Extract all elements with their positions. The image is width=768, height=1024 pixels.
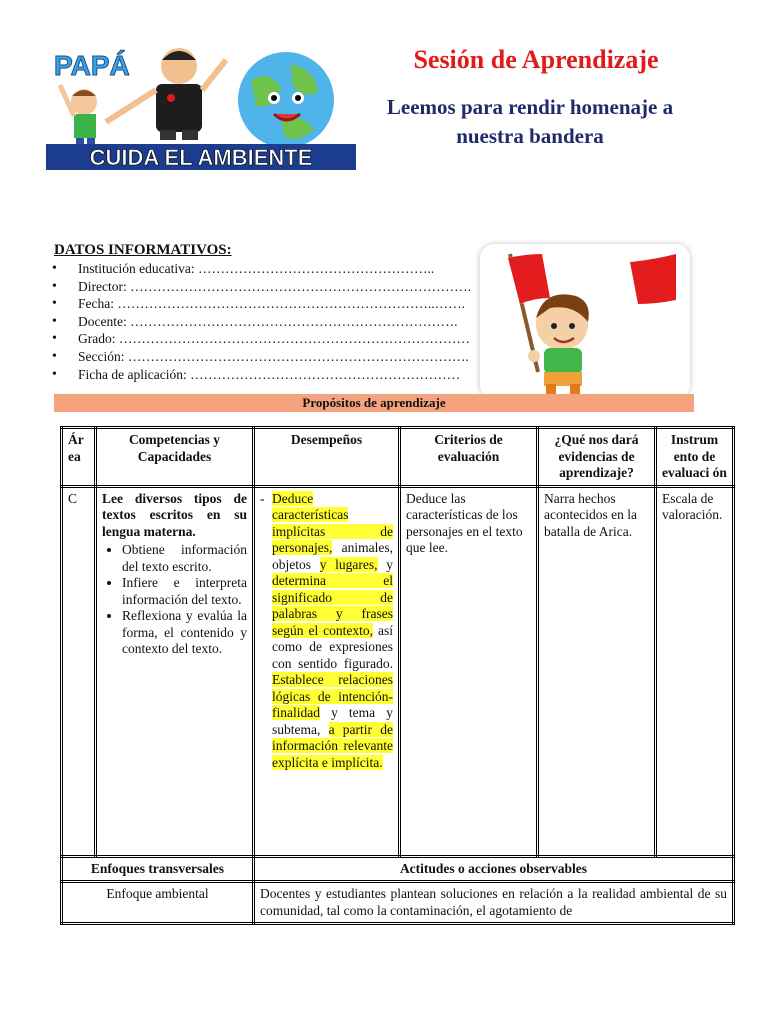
competencias-cell <box>96 486 254 856</box>
desempeno-text <box>272 491 393 772</box>
capacidad-item: • Obtiene información del texto escrito. <box>122 542 247 575</box>
highlight-text: Establece relaciones lógicas de intención-finalidad <box>272 672 393 720</box>
highlight-text: a partir de información relevante explícita e implícita. <box>272 721 393 770</box>
competencia-text: Lee diversos tipos de textos escritos en su lengua materna. <box>102 490 247 539</box>
desempeno-block <box>260 491 393 772</box>
highlight-text: determina el significado de palabras y frases según el contexto, <box>272 573 393 638</box>
desempenos-cell <box>254 486 400 856</box>
plain-text: así como de expresiones con sentido figurado. <box>272 622 393 671</box>
page-title: Sesión de Aprendizaje <box>413 45 659 74</box>
evidencias-cell: Narra hechos acontecidos en la batalla de Arica. <box>538 486 656 856</box>
session-table <box>60 426 735 925</box>
datos-informativos-title: DATOS INFORMATIVOS: <box>54 242 232 258</box>
capacidad-item: • Reflexiona y evalúa la forma, el contenido y contexto del texto. <box>122 608 247 658</box>
area-cell: C <box>62 486 96 856</box>
header-competencias: Competencias y Capacidades <box>96 428 254 487</box>
header-instrumento: Instrum ento de evaluaci ón <box>656 428 734 487</box>
plain-text: y tema y subtema, <box>272 705 393 737</box>
enfoque-row <box>62 882 734 924</box>
datos-informativos-list <box>52 260 482 383</box>
header-desempenos: Desempeños <box>254 428 400 487</box>
page-subtitle <box>350 93 710 151</box>
plain-text: animales, objetos <box>272 540 393 572</box>
datos-item-ficha: • Ficha de aplicación: …………………………………………………… <box>52 366 482 384</box>
capacidad-item: • Infiere e interpreta información del texto. <box>122 575 247 608</box>
capacidades-list <box>102 542 247 658</box>
datos-item-institucion: • Institución educativa: …………………………………………….. <box>52 260 482 278</box>
logo-top-text: PAPÁ <box>54 50 130 81</box>
table-row <box>62 486 734 856</box>
enfoques-header-row <box>62 856 734 882</box>
propositos-band: Propósitos de aprendizaje <box>54 394 694 412</box>
datos-item-grado: • Grado: …………………………………………………………………… <box>52 330 482 348</box>
logo-bottom-text: CUIDA EL AMBIENTE <box>89 145 313 170</box>
boy-with-flag-image <box>480 244 690 399</box>
instrumento-cell: Escala de valoración. <box>656 486 734 856</box>
header-criterios: Criterios de evaluación <box>400 428 538 487</box>
header-area: Ár ea <box>62 428 96 487</box>
desempeno-dash: - <box>260 490 265 506</box>
datos-item-fecha: • Fecha: ……………………………………………………………..……. <box>52 295 482 313</box>
table-header-row <box>62 428 734 487</box>
datos-item-docente: • Docente: ………………………………………………………………. <box>52 313 482 331</box>
datos-item-director: • Director: …………………………………………………………………. <box>52 278 482 296</box>
header-evidencias: ¿Qué nos dará evidencias de aprendizaje? <box>538 428 656 487</box>
highlight-text: y lugares, <box>319 556 378 572</box>
actitudes-header: Actitudes o acciones observables <box>254 856 734 882</box>
plain-text: y <box>377 556 394 572</box>
enfoques-header: Enfoques transversales <box>62 856 254 882</box>
subtitle-line-2: nuestra bandera <box>456 124 604 148</box>
subtitle-line-1: Leemos para rendir homenaje a <box>386 95 674 119</box>
datos-item-seccion: • Sección: …………………………………………………………………. <box>52 348 482 366</box>
enfoque-cell: Enfoque ambiental <box>62 882 254 924</box>
criterios-cell: Deduce las características de los personajes en el texto que lee. <box>400 486 538 856</box>
logo-papa-cuida-el-ambiente <box>46 40 356 172</box>
actitud-cell: Docentes y estudiantes plantean soluciones en relación a la realidad ambiental de su comunidad, tal como la contaminación, el agotamiento de <box>254 882 734 924</box>
highlight-text: Deduce características implícitas de personajes, <box>272 490 393 555</box>
